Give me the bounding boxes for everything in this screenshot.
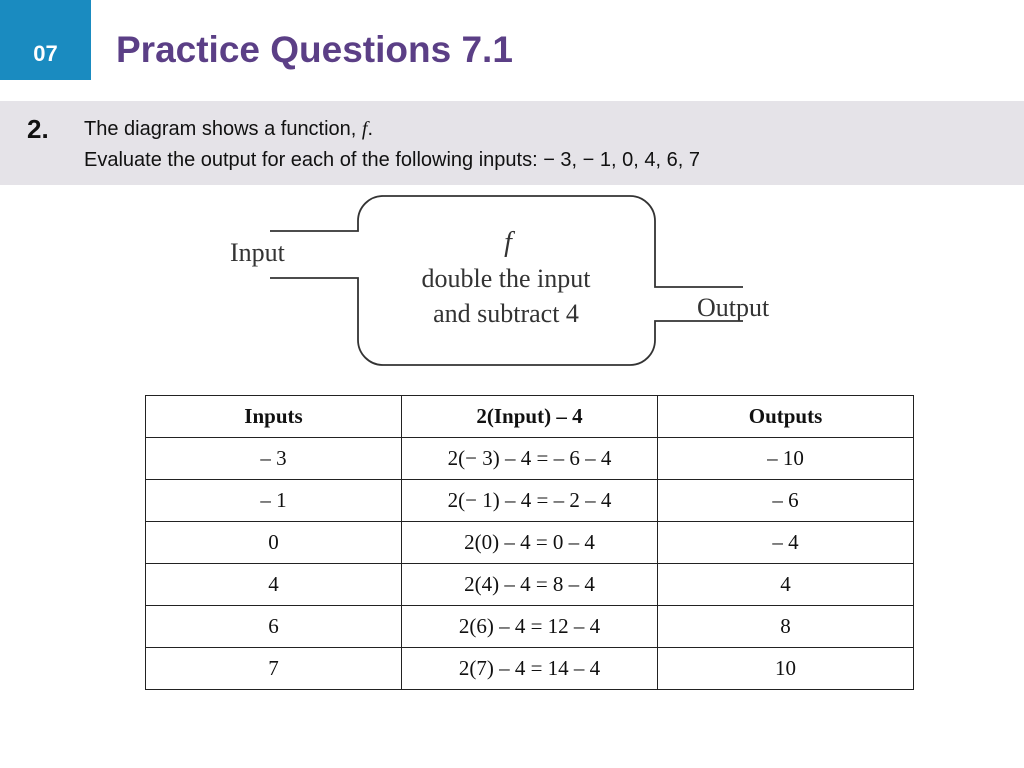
cell-output: – 6 [658,480,914,522]
table-row [146,606,914,648]
cell-input: 4 [146,564,402,606]
function-symbol: f [361,118,368,140]
chapter-number: 07 [33,41,58,66]
cell-expression: 2(4) – 4 = 8 – 4 [402,564,658,606]
table-row [146,522,914,564]
page-title: Practice Questions 7.1 [116,29,513,70]
function-machine-diagram [225,195,795,370]
cell-input: 6 [146,606,402,648]
table-row [146,480,914,522]
table-row [146,438,914,480]
question-line-2: Evaluate the output for each of the following inputs: − 3, − 1, 0, 4, 6, 7 [84,149,700,171]
header-outputs: Outputs [658,396,914,438]
diagram-function-symbol: f [504,227,512,258]
question-line-1-prefix: The diagram shows a function, [84,118,362,140]
cell-input: – 3 [146,438,402,480]
input-label: Input [230,238,285,267]
cell-expression: 2(7) – 4 = 14 – 4 [402,648,658,690]
cell-input: 0 [146,522,402,564]
cell-expression: 2(− 3) – 4 = – 6 – 4 [402,438,658,480]
question-line-1-suffix: . [367,118,374,140]
cell-output: – 10 [658,438,914,480]
question-line-1 [84,116,373,142]
chapter-badge [0,0,91,80]
cell-input: 7 [146,648,402,690]
rule-line-1: double the input [421,264,591,293]
table-row [146,648,914,690]
cell-expression: 2(6) – 4 = 12 – 4 [402,606,658,648]
cell-output: 10 [658,648,914,690]
header-expression: 2(Input) – 4 [402,396,658,438]
table-row [146,564,914,606]
rule-line-2: and subtract 4 [433,299,579,328]
cell-output: 8 [658,606,914,648]
cell-output: – 4 [658,522,914,564]
cell-output: 4 [658,564,914,606]
cell-expression: 2(− 1) – 4 = – 2 – 4 [402,480,658,522]
output-label: Output [697,293,770,322]
cell-expression: 2(0) – 4 = 0 – 4 [402,522,658,564]
question-number: 2. [27,114,49,144]
answer-table [145,395,914,690]
header-inputs: Inputs [146,396,402,438]
table-header-row [146,396,914,438]
cell-input: – 1 [146,480,402,522]
